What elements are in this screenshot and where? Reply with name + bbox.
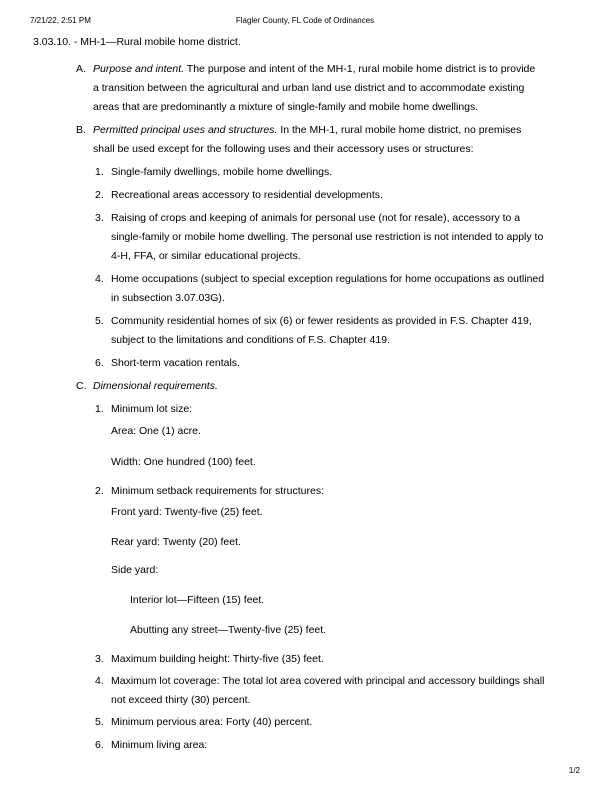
list-item-number: 2. bbox=[95, 189, 104, 201]
subsection-c-label: C. bbox=[76, 380, 87, 392]
subsection-c-heading: Dimensional requirements. bbox=[93, 380, 218, 392]
section-title: 3.03.10. - MH-1—Rural mobile home district. bbox=[33, 36, 241, 48]
list-item-number: 5. bbox=[95, 716, 104, 728]
subsection-a-text-1: The purpose and intent of the MH-1, rural mobile home district is to provide bbox=[184, 63, 536, 75]
subsection-a-line-1 bbox=[93, 60, 535, 79]
list-item-number: 4. bbox=[95, 273, 104, 285]
subsection-a-line-3: areas that are predominantly a mixture of single-family and mobile home dwellings. bbox=[93, 101, 479, 113]
subsection-b-label: B. bbox=[76, 124, 86, 136]
list-item: Minimum living area: bbox=[111, 739, 208, 751]
list-item-number: 3. bbox=[95, 653, 104, 665]
list-item: Minimum setback requirements for structures: bbox=[111, 485, 324, 497]
list-item: Maximum building height: Thirty-five (35) feet. bbox=[111, 653, 324, 665]
list-item-number: 3. bbox=[95, 212, 104, 224]
list-item-number: 6. bbox=[95, 739, 104, 751]
front-yard: Front yard: Twenty-five (25) feet. bbox=[111, 506, 263, 518]
rear-yard: Rear yard: Twenty (20) feet. bbox=[111, 536, 241, 548]
subsection-b-heading: Permitted principal uses and structures. bbox=[93, 124, 278, 136]
list-item-continued: single-family or mobile home dwelling. The personal use restriction is not intended to apply to bbox=[111, 231, 544, 243]
lot-area: Area: One (1) acre. bbox=[111, 425, 201, 437]
document-source-title: Flagler County, FL Code of Ordinances bbox=[235, 16, 375, 25]
list-item: Home occupations (subject to special exception regulations for home occupations as outlined bbox=[111, 273, 545, 285]
subsection-b-line-1 bbox=[93, 121, 521, 140]
subsection-a-label: A. bbox=[76, 63, 86, 75]
subsection-b-text-1: In the MH-1, rural mobile home district, no premises bbox=[277, 124, 522, 136]
side-yard-abutting: Abutting any street—Twenty-five (25) feet. bbox=[130, 624, 327, 636]
list-item: Short-term vacation rentals. bbox=[111, 357, 240, 369]
list-item-number: 6. bbox=[95, 357, 104, 369]
list-item: Minimum lot size: bbox=[111, 403, 193, 415]
list-item-continued: 4-H, FFA, or similar educational projects. bbox=[111, 250, 301, 262]
list-item: Minimum pervious area: Forty (40) percent. bbox=[111, 716, 313, 728]
list-item-continued: subject to the limitations and conditions of F.S. Chapter 419. bbox=[111, 334, 390, 346]
print-datetime: 7/21/22, 2:51 PM bbox=[30, 16, 91, 25]
list-item-continued: in subsection 3.07.03G). bbox=[111, 292, 225, 304]
list-item-number: 2. bbox=[95, 485, 104, 497]
side-yard-interior: Interior lot—Fifteen (15) feet. bbox=[130, 594, 265, 606]
subsection-a-line-2: a transition between the agricultural and urban land use district and to accommodate existing bbox=[93, 82, 525, 94]
list-item: Single-family dwellings, mobile home dwellings. bbox=[111, 166, 333, 178]
list-item-number: 1. bbox=[95, 166, 104, 178]
list-item-number: 4. bbox=[95, 675, 104, 687]
subsection-b-line-2: shall be used except for the following uses and their accessory uses or structures: bbox=[93, 143, 474, 155]
side-yard: Side yard: bbox=[111, 564, 159, 576]
list-item-number: 5. bbox=[95, 315, 104, 327]
list-item: Maximum lot coverage: The total lot area covered with principal and accessory buildings shall bbox=[111, 675, 545, 687]
lot-width: Width: One hundred (100) feet. bbox=[111, 456, 256, 468]
list-item-number: 1. bbox=[95, 403, 104, 415]
list-item: Recreational areas accessory to residential developments. bbox=[111, 189, 383, 201]
list-item: Raising of crops and keeping of animals for personal use (not for resale), accessory to a bbox=[111, 212, 521, 224]
list-item: Community residential homes of six (6) or fewer residents as provided in F.S. Chapter 419, bbox=[111, 315, 532, 327]
page-number: 1/2 bbox=[568, 766, 580, 775]
list-item-continued: not exceed thirty (30) percent. bbox=[111, 694, 251, 706]
subsection-a-heading: Purpose and intent. bbox=[93, 63, 185, 75]
